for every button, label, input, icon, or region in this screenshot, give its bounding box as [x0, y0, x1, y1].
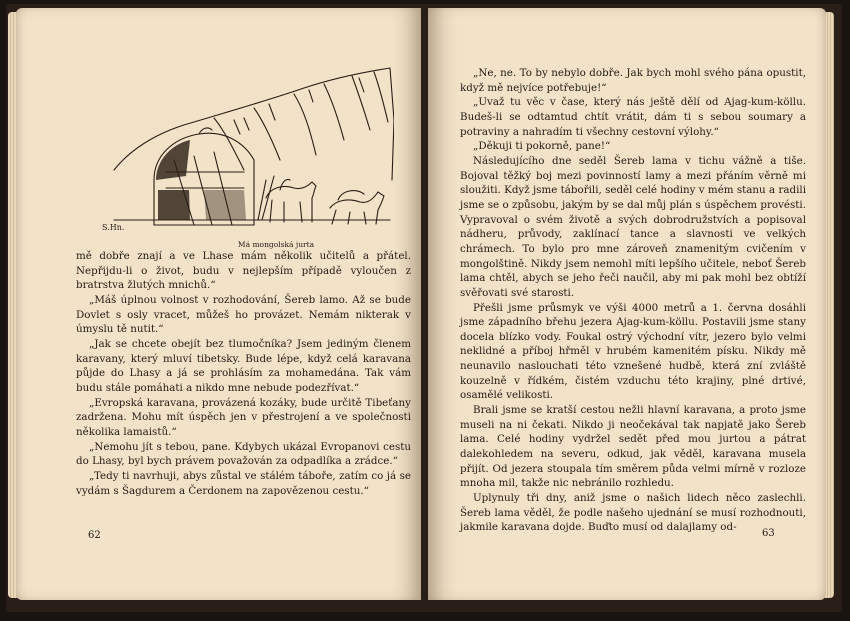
paragraph: „Nemohu jít s tebou, pane. Kdybych ukázal Evropanovi cestu do Lhasy, byl bych právem považován za odpadlíka a zrádce.“: [76, 440, 411, 468]
illustration-signature: S.Hn.: [102, 223, 125, 232]
paragraph: „Evropská karavana, provázená kozáky, bude určitě Tibeťany zadržena. Mohu mít úspěch jen v přestrojení a ve společnosti několika lamaistů.“: [76, 396, 411, 438]
paragraph: „Jak se chcete obejít bez tlumočníka? Jsem jediným členem karavany, který mluví tibetsky. Bude lépe, když celá karavana půjde do Lhasy a já se prohlásím za mohamedána. Tak vám budu stále pomáhati a nikdo mne nebude podezřívat.“: [76, 337, 411, 394]
page-edges-right: [825, 12, 834, 598]
paragraph: mě dobře znají a ve Lhase mám několik učitelů a přátel. Nepřijdu-li o život, budu v nejlepším případě vyloučen z bratrstva žlutých mnichů.“: [76, 250, 411, 292]
left-page: [16, 8, 421, 600]
paragraph: „Uvaž tu věc v čase, který nás ještě dělí od Ajag-kum-köllu. Budeš-li se odtamtud chtít vrátit, dám ti s sebou soumary a potraviny a nahradím ti všechny cestovní výlohy.“: [460, 96, 806, 138]
paragraph: „Ne, ne. To by nebylo dobře. Jak bych mohl svého pána opustit, když mě nejvíce potřebuje!“: [460, 67, 806, 94]
left-page-text: [76, 249, 411, 498]
paragraph: „Děkuji ti pokorně, pane!“: [473, 140, 611, 153]
paragraph: „Máš úplnou volnost v rozhodování, Šereb lamo. Až se bude Dovlet s osly vracet, můžeš ho provázet. Nemám nikterak v úmyslu tě nutit.“: [76, 293, 411, 336]
page-number: 62: [88, 530, 101, 541]
paragraph: Následujícího dne seděl Šereb lama v tichu vážně a tiše. Bojoval těžký boj mezi povinností lamy a mezi přáním věrně mi sloužiti. Když jsme tábořili, seděl celé hodiny v mém stanu a radili jsme se o způsobu, jakým by se dal můj plán s úspěchem provésti. Vypravoval o svém životě a svých dobrodružstvích a popisoval nádheru, průvody, zaklínací tance a slavnosti ve velkých chrámech. To bylo pro mne zároveň znamenitým cvičením v mongolštině. Nikdy jsem nemohl míti lepšího učitele, neboť Šereb lama chtěl, abych se jeho řeči naučil, aby mi pak mohl bez obtíží svěřovati své starosti.: [460, 154, 806, 299]
paragraph: „Tedy ti navrhuji, abys zůstal ve stálém táboře, zatím co já se vydám s Šagdurem a Čerdonem na zapovězenou cestu.“: [76, 469, 411, 497]
page-number: 63: [762, 528, 775, 539]
illustration-caption: Má mongolská jurta: [237, 240, 315, 249]
paragraph: Přešli jsme průsmyk ve výši 4000 metrů a 1. června dosáhli jsme západního břehu jezera Ajag-kum-köllu. Postavili jsme stany docela blízko vody. Foukal ostrý východní vítr, jezero bylo velmi neklidné a příboj hřměl v hrubém kamenitém písku. Nikdy mě neunavilo naslouchati této vznešené hudbě, která zní zvláště kouzelně v řídkém, čistém vzduchu této krajiny, plné drtivé, osamělé velikosti.: [460, 301, 806, 402]
right-page: [428, 8, 826, 600]
paragraph: Brali jsme se kratší cestou nežli hlavní karavana, a proto jsme museli na ni čekati. Nikdo ji neočekával tak napjatě jako Šereb lama. Celé hodiny vydržel sedět před mou jurtou a pátrat dalekohledem na severu, odkud, jak věděl, karavana musela přijít. Od jezera stoupala tím směrem půda velmi mírně v rozloze mnoha mil, takže nic nebránilo rozhledu.: [460, 404, 806, 490]
right-page-text: [460, 66, 806, 535]
paragraph: Uplynuly tři dny, aniž jsme o našich lidech něco zaslechli. Šereb lama věděl, že podle našeho ujednání se musí rozhodnouti, jakmile karavana dojde. Buďto musí od dalajlamy od-: [460, 492, 806, 534]
yurt-illustration: [94, 60, 394, 238]
